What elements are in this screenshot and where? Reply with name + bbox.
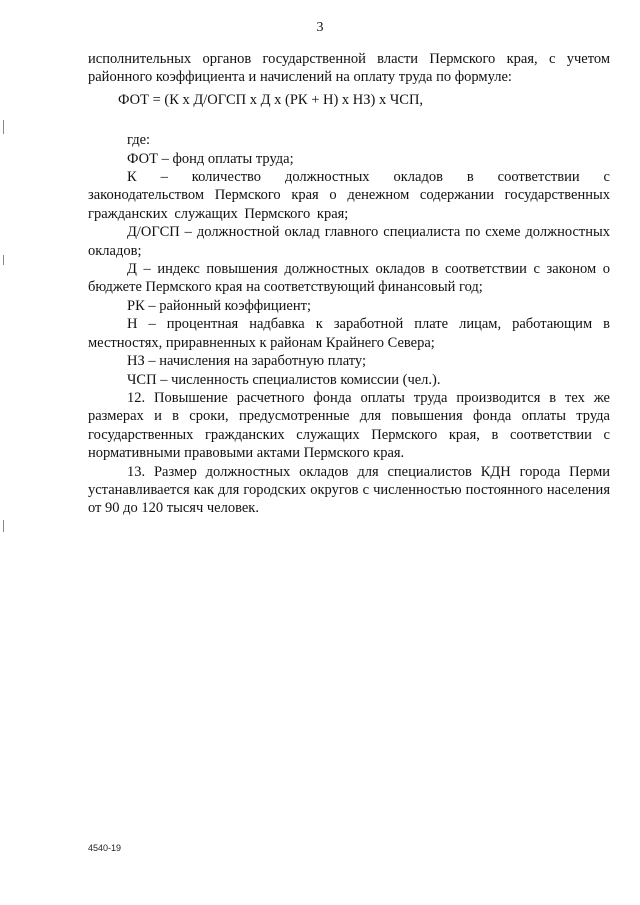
definition-k: К – количество должностных окладов в соответствии с законодательством Пермского края о денежном содержании государственных гражданских служащих Пермского края; bbox=[88, 169, 610, 222]
definition-where: где: bbox=[127, 132, 151, 149]
document-body bbox=[88, 50, 610, 518]
definition-chsp: ЧСП – численность специалистов комиссии (чел.). bbox=[127, 371, 441, 388]
scan-margin-mark bbox=[3, 255, 4, 265]
intro-paragraph: исполнительных органов государственной власти Пермского края, с учетом районного коэффициента и начислений на оплату труда по формуле: bbox=[88, 51, 610, 86]
spacer bbox=[88, 109, 610, 131]
definition-fot: ФОТ – фонд оплаты труда; bbox=[127, 150, 294, 167]
definition-rk: РК – районный коэффициент; bbox=[127, 297, 311, 314]
formula: ФОТ = (К х Д/ОГСП х Д х (РК + Н) х НЗ) х ЧСП, bbox=[118, 91, 424, 108]
scan-margin-mark bbox=[3, 520, 4, 532]
definition-d: Д – индекс повышения должностных окладов в соответствии с законом о бюджете Пермского края на соответствующий финансовый год; bbox=[88, 261, 610, 296]
scan-margin-mark bbox=[3, 120, 4, 134]
definition-nz: НЗ – начисления на заработную плату; bbox=[127, 353, 367, 370]
clause-13: 13. Размер должностных окладов для специалистов КДН города Перми устанавливается как для городских округов с численностью постоянного населения от 90 до 120 тысяч человек. bbox=[88, 463, 610, 517]
definition-n: Н – процентная надбавка к заработной плате лицам, работающим в местностях, приравненных к районам Крайнего Севера; bbox=[88, 316, 610, 351]
clause-12: 12. Повышение расчетного фонда оплаты труда производится в тех же размерах и в сроки, предусмотренные для повышения фонда оплаты труда государственных гражданских служащих Пермского края, в соответствии с нормативными правовыми актами Пермского края. bbox=[88, 389, 610, 462]
document-code: 4540-19 bbox=[88, 843, 122, 853]
page-number: 3 bbox=[316, 20, 324, 35]
definition-d-ogsp: Д/ОГСП – должностной оклад главного специалиста по схеме должностных окладов; bbox=[88, 224, 610, 259]
